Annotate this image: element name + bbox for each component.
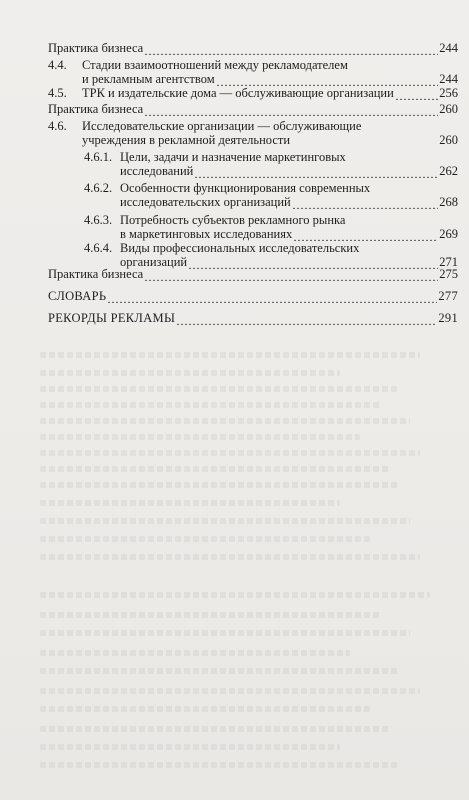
toc-entry-title-line-2: исследований bbox=[120, 164, 194, 178]
toc-entry-title: СЛОВАРЬ bbox=[48, 289, 107, 303]
toc-entry-title-line-2: и рекламным агентством bbox=[82, 72, 215, 86]
toc-page-number: 260 bbox=[439, 133, 458, 147]
toc-section-number: 4.6.1. bbox=[84, 150, 113, 164]
dot-leader bbox=[292, 197, 439, 209]
toc-section-number: 4.4. bbox=[48, 58, 67, 72]
toc-entry-title: ТРК и издательские дома — обслуживающие организации bbox=[82, 86, 394, 100]
toc-section-number: 4.6. bbox=[48, 119, 67, 133]
toc-section-number: 4.5. bbox=[48, 86, 67, 100]
toc-section-number: 4.6.3. bbox=[84, 213, 113, 227]
dot-leader bbox=[107, 291, 437, 303]
toc-section-number: 4.6.2. bbox=[84, 181, 113, 195]
toc-entry-title-line-1: Виды профессиональных исследовательских bbox=[120, 241, 360, 255]
toc-page-number: 271 bbox=[439, 255, 458, 269]
dot-leader bbox=[176, 313, 437, 325]
toc-entry-title-line-1: Потребность субъектов рекламного рынка bbox=[120, 213, 346, 227]
dot-leader bbox=[194, 166, 438, 178]
dot-leader bbox=[395, 88, 438, 100]
toc-page-number: 291 bbox=[438, 311, 458, 325]
toc-entry-title: Практика бизнеса bbox=[48, 267, 144, 281]
toc-page-number: 269 bbox=[439, 227, 458, 241]
dot-leader bbox=[144, 269, 438, 281]
toc-entry-title-line-2: в маркетинговых исследованиях bbox=[120, 227, 293, 241]
toc-entry-title-line-2: учреждения в рекламной деятельности bbox=[82, 133, 291, 147]
dot-leader bbox=[293, 229, 438, 241]
toc-entry-title-line-1: Цели, задачи и назначение маркетинговых bbox=[120, 150, 346, 164]
toc-page-number: 244 bbox=[439, 72, 458, 86]
toc-entry-title: Практика бизнеса bbox=[48, 41, 144, 55]
toc-entry-title-line-1: Исследовательские организации — обслуживающие bbox=[82, 119, 362, 133]
dot-leader bbox=[144, 43, 438, 55]
toc-page-number: 244 bbox=[439, 41, 458, 55]
toc-page-number: 268 bbox=[439, 195, 458, 209]
toc-page-number: 275 bbox=[439, 267, 458, 281]
dot-leader bbox=[144, 104, 438, 116]
toc-page-number: 260 bbox=[439, 102, 458, 116]
toc-page-number: 262 bbox=[439, 164, 458, 178]
toc-page-number: 277 bbox=[438, 289, 458, 303]
toc-entry-title: Практика бизнеса bbox=[48, 102, 144, 116]
dot-leader bbox=[216, 74, 439, 86]
toc-page-number: 256 bbox=[439, 86, 458, 100]
toc-entry-title-line-1: Особенности функционирования современных bbox=[120, 181, 371, 195]
toc-section-number: 4.6.4. bbox=[84, 241, 113, 255]
toc-entry-title: РЕКОРДЫ РЕКЛАМЫ bbox=[48, 311, 176, 325]
toc-entry-title-line-2: исследовательских организаций bbox=[120, 195, 291, 209]
toc-entry-title-line-1: Стадии взаимоотношений между рекламодателем bbox=[82, 58, 348, 72]
toc-entry-title-line-2: организаций bbox=[120, 255, 188, 269]
